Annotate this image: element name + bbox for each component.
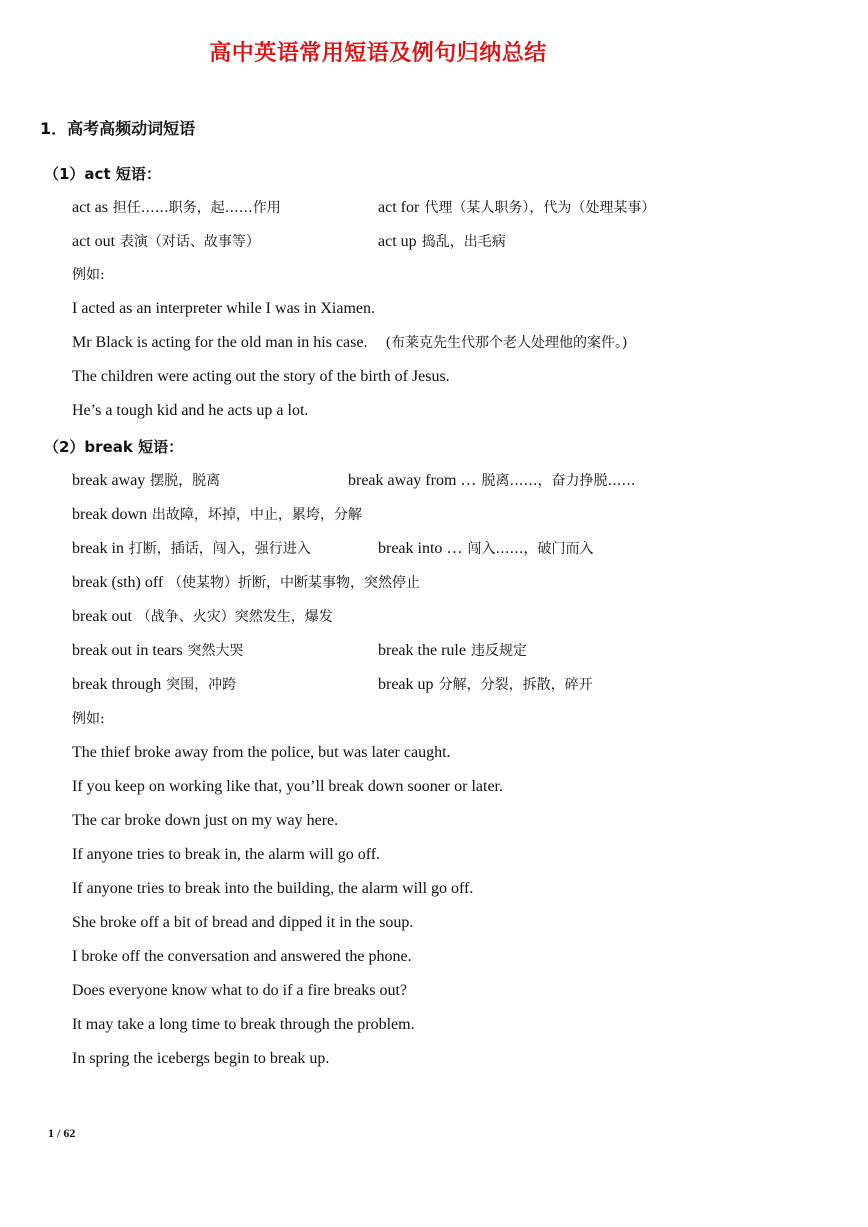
break-phrase-row-5 xyxy=(72,606,333,627)
page-number: 1 / 62 xyxy=(48,1126,76,1140)
phrase-cn: 突然大哭 xyxy=(187,643,244,659)
act-phrase-row-1-col2 xyxy=(378,197,655,218)
break-phrase-row-4 xyxy=(72,572,420,593)
act-example-2 xyxy=(72,333,627,353)
break-example-10: In spring the icebergs begin to break up. xyxy=(72,1050,330,1067)
phrase-cn: 违反规定 xyxy=(471,643,528,659)
phrase-en: act for xyxy=(378,199,420,216)
break-phrase-row-1 xyxy=(72,470,220,491)
phrase-cn: 担任……职务，起……作用 xyxy=(112,200,281,216)
example-translation: (布莱克先生代那个老人处理他的案件。) xyxy=(385,335,628,351)
break-phrase-row-3-col2 xyxy=(378,538,594,559)
phrase-cn: （使某物）折断，中断某事物，突然停止 xyxy=(168,575,421,591)
break-example-label: 例如: xyxy=(72,711,105,727)
example-text: Mr Black is acting for the old man in his case. xyxy=(72,334,368,351)
phrase-en: break in xyxy=(72,540,124,557)
break-phrase-row-2 xyxy=(72,504,362,525)
phrase-cn: 分解，分裂，拆散，碎开 xyxy=(438,677,593,693)
phrase-cn: 出故障，坏掉，中止，累垮，分解 xyxy=(151,507,362,523)
break-example-2: If you keep on working like that, you’ll break down sooner or later. xyxy=(72,778,503,795)
break-example-7: I broke off the conversation and answered the phone. xyxy=(72,948,412,965)
phrase-en: act out xyxy=(72,233,116,250)
phrase-en: break out xyxy=(72,608,132,625)
break-example-9: It may take a long time to break through the problem. xyxy=(72,1016,415,1033)
phrase-cn: 表演（对话、故事等） xyxy=(119,234,260,250)
break-phrase-row-1-col2 xyxy=(348,470,635,491)
break-example-8: Does everyone know what to do if a fire breaks out? xyxy=(72,982,407,999)
phrase-en: break through xyxy=(72,676,162,693)
phrase-cn: 打断，插话，闯入，强行进入 xyxy=(128,541,311,557)
phrase-cn: 捣乱，出毛病 xyxy=(421,234,506,250)
break-phrase-row-3 xyxy=(72,538,311,559)
phrase-en: break away xyxy=(72,472,146,489)
break-example-6: She broke off a bit of bread and dipped it in the soup. xyxy=(72,914,414,931)
phrase-en: break up xyxy=(378,676,434,693)
phrase-cn: 代理（某人职务），代为（处理某事） xyxy=(424,200,656,216)
document-title: 高中英语常用短语及例句归纳总结 xyxy=(209,41,547,66)
phrase-en: break down xyxy=(72,506,148,523)
phrase-en: break (sth) off xyxy=(72,574,164,591)
break-heading: （2）break 短语： xyxy=(44,438,184,456)
phrase-en: act as xyxy=(72,199,108,216)
break-example-1: The thief broke away from the police, but was later caught. xyxy=(72,744,451,761)
phrase-cn: 突围，冲跨 xyxy=(166,677,237,693)
act-heading: （1）act 短语： xyxy=(44,165,161,183)
phrase-en: break out in tears xyxy=(72,642,183,659)
break-example-3: The car broke down just on my way here. xyxy=(72,812,339,829)
break-phrase-row-6 xyxy=(72,640,243,661)
section-heading: 1．高考高频动词短语 xyxy=(40,119,196,138)
act-phrase-row-1 xyxy=(72,197,281,218)
break-example-5: If anyone tries to break into the building, the alarm will go off. xyxy=(72,880,474,897)
phrase-en: break away from … xyxy=(348,472,477,489)
break-phrase-row-7-col2 xyxy=(378,674,593,695)
act-example-1: I acted as an interpreter while I was in Xiamen. xyxy=(72,300,375,317)
act-example-4: He’s a tough kid and he acts up a lot. xyxy=(72,402,309,419)
act-example-3: The children were acting out the story of the birth of Jesus. xyxy=(72,368,450,385)
act-example-label: 例如: xyxy=(72,267,105,283)
phrase-cn: 闯入……，破门而入 xyxy=(467,541,594,557)
phrase-cn: （战争、火灾）突然发生，爆发 xyxy=(136,609,333,625)
phrase-en: break into … xyxy=(378,540,463,557)
break-example-4: If anyone tries to break in, the alarm will go off. xyxy=(72,846,381,863)
phrase-en: break the rule xyxy=(378,642,466,659)
act-phrase-row-2 xyxy=(72,231,260,252)
break-phrase-row-7 xyxy=(72,674,236,695)
act-phrase-row-2-col2 xyxy=(378,231,506,252)
phrase-cn: 脱离……，奋力挣脱…… xyxy=(481,473,636,489)
break-phrase-row-6-col2 xyxy=(378,640,527,661)
phrase-cn: 摆脱，脱离 xyxy=(150,473,221,489)
phrase-en: act up xyxy=(378,233,417,250)
